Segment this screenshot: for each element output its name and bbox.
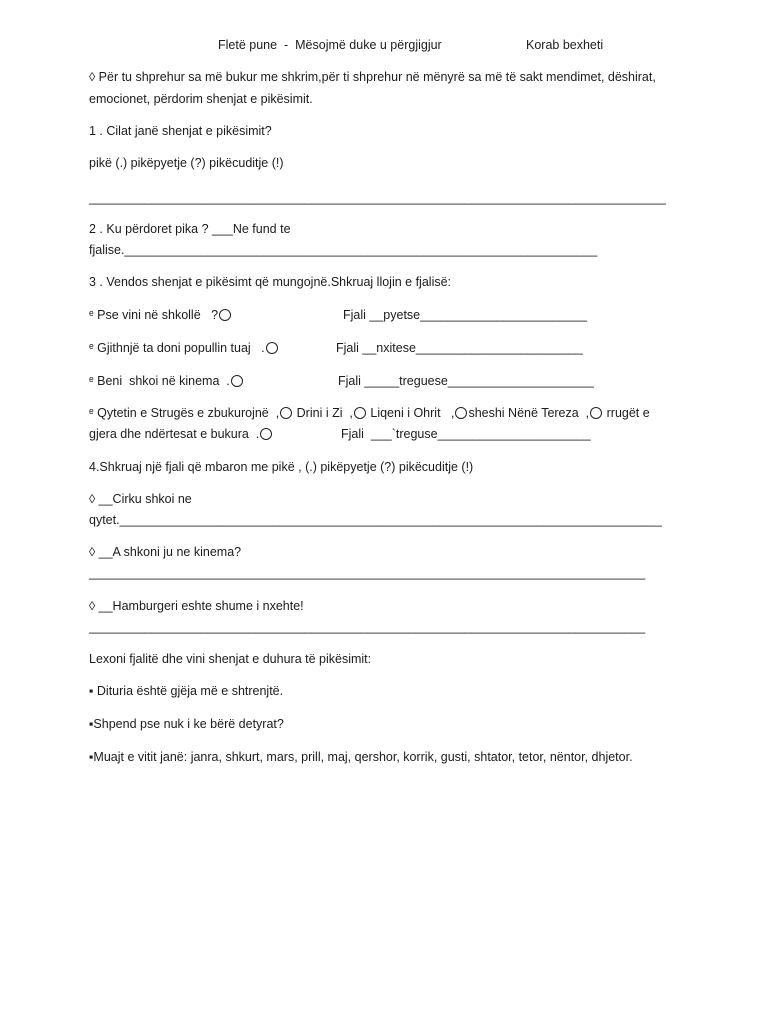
q3-sentence-2 <box>89 340 279 356</box>
blank-circle-icon <box>231 375 243 387</box>
q4-item-3: ◊ __Hamburgeri eshte shume i nxehte! <box>89 599 304 613</box>
answer-1: pikë (.) pikëpyetje (?) pikëcuditje (!) <box>89 156 284 170</box>
q3-sentence-1 <box>89 307 232 323</box>
author-name: Korab bexheti <box>526 38 604 52</box>
intro-line-2: emocionet, përdorim shenjat e pikësimit. <box>89 92 313 106</box>
q3-answer-4: Fjali ___`treguse______________________ <box>341 427 591 441</box>
blank-circle-icon <box>354 407 366 419</box>
question-3: 3 . Vendos shenjat e pikësimt që mungojnë.Shkruaj llojin e fjalisë: <box>89 275 452 289</box>
q3-sentence-4-part-5: rrugët e <box>603 406 650 420</box>
intro-line-1: ◊ Për tu shprehur sa më bukur me shkrim,për ti shprehur në mënyrë sa më të sakt mendimet, dëshirat, <box>89 70 656 84</box>
q3-sentence-4-part-2: Drini i Zi , <box>293 406 353 420</box>
reading-sentence-1: ▪ Dituria është gjëja më e shtrenjtë. <box>89 684 284 698</box>
question-1: 1 . Cilat janë shenjat e pikësimit? <box>89 124 272 138</box>
q3-answer-1: Fjali __pyetse________________________ <box>343 308 587 322</box>
blank-circle-icon <box>266 342 278 354</box>
q3-sentence-3-text: ᵉ Beni shkoi në kinema . <box>89 374 230 388</box>
reading-sentence-3: ▪Muajt e vitit janë: janra, shkurt, mars, prill, maj, qershor, korrik, gusti, shtator, tetor, nëntor, dhjetor. <box>89 750 633 764</box>
q3-answer-2: Fjali __nxitese________________________ <box>336 341 583 355</box>
q3-sentence-4-line-2 <box>89 426 273 442</box>
worksheet-title: Fletë pune - Mësojmë duke u përgjigjur <box>218 38 442 52</box>
q3-sentence-4-part-3: Liqeni i Ohrit , <box>366 406 455 420</box>
q3-answer-3: Fjali _____treguese_____________________ <box>338 374 594 388</box>
q3-sentence-2-text: ᵉ Gjithnjë ta doni popullin tuaj . <box>89 341 265 355</box>
question-2-line-2: fjalise.____________________________________________________________________ <box>89 243 598 257</box>
q4-item-2-line: ________________________________________________________________________________ <box>89 566 646 580</box>
blank-circle-icon <box>219 309 231 321</box>
answer-line-1: ___________________________________________________________________________________ <box>89 191 667 205</box>
blank-circle-icon <box>590 407 602 419</box>
q3-sentence-1-text: ᵉ Pse vini në shkollë ? <box>89 308 219 322</box>
reading-sentence-2: ▪Shpend pse nuk i ke bërë detyrat? <box>89 717 284 731</box>
blank-circle-icon <box>260 428 272 440</box>
q4-item-1-line-2: qytet.______________________________________________________________________________ <box>89 513 662 527</box>
question-4: 4.Shkruaj një fjali që mbaron me pikë , (.) pikëpyetje (?) pikëcuditje (!) <box>89 460 474 474</box>
question-2-line-1: 2 . Ku përdoret pika ? ___Ne fund te <box>89 222 291 236</box>
q3-sentence-4-line-2-text: gjera dhe ndërtesat e bukura . <box>89 427 260 441</box>
q3-sentence-4-part-4: sheshi Nënë Tereza , <box>468 406 590 420</box>
q4-item-3-line: ________________________________________________________________________________ <box>89 620 646 634</box>
blank-circle-icon <box>280 407 292 419</box>
q3-sentence-4 <box>89 405 650 421</box>
q4-item-2: ◊ __A shkoni ju ne kinema? <box>89 545 242 559</box>
reading-instruction: Lexoni fjalitë dhe vini shenjat e duhura të pikësimit: <box>89 652 372 666</box>
q3-sentence-3 <box>89 373 244 389</box>
q3-sentence-4-part-1: ᵉ Qytetin e Strugës e zbukurojnë , <box>89 406 280 420</box>
blank-circle-icon <box>455 407 467 419</box>
q4-item-1-line-1: ◊ __Cirku shkoi ne <box>89 492 192 506</box>
